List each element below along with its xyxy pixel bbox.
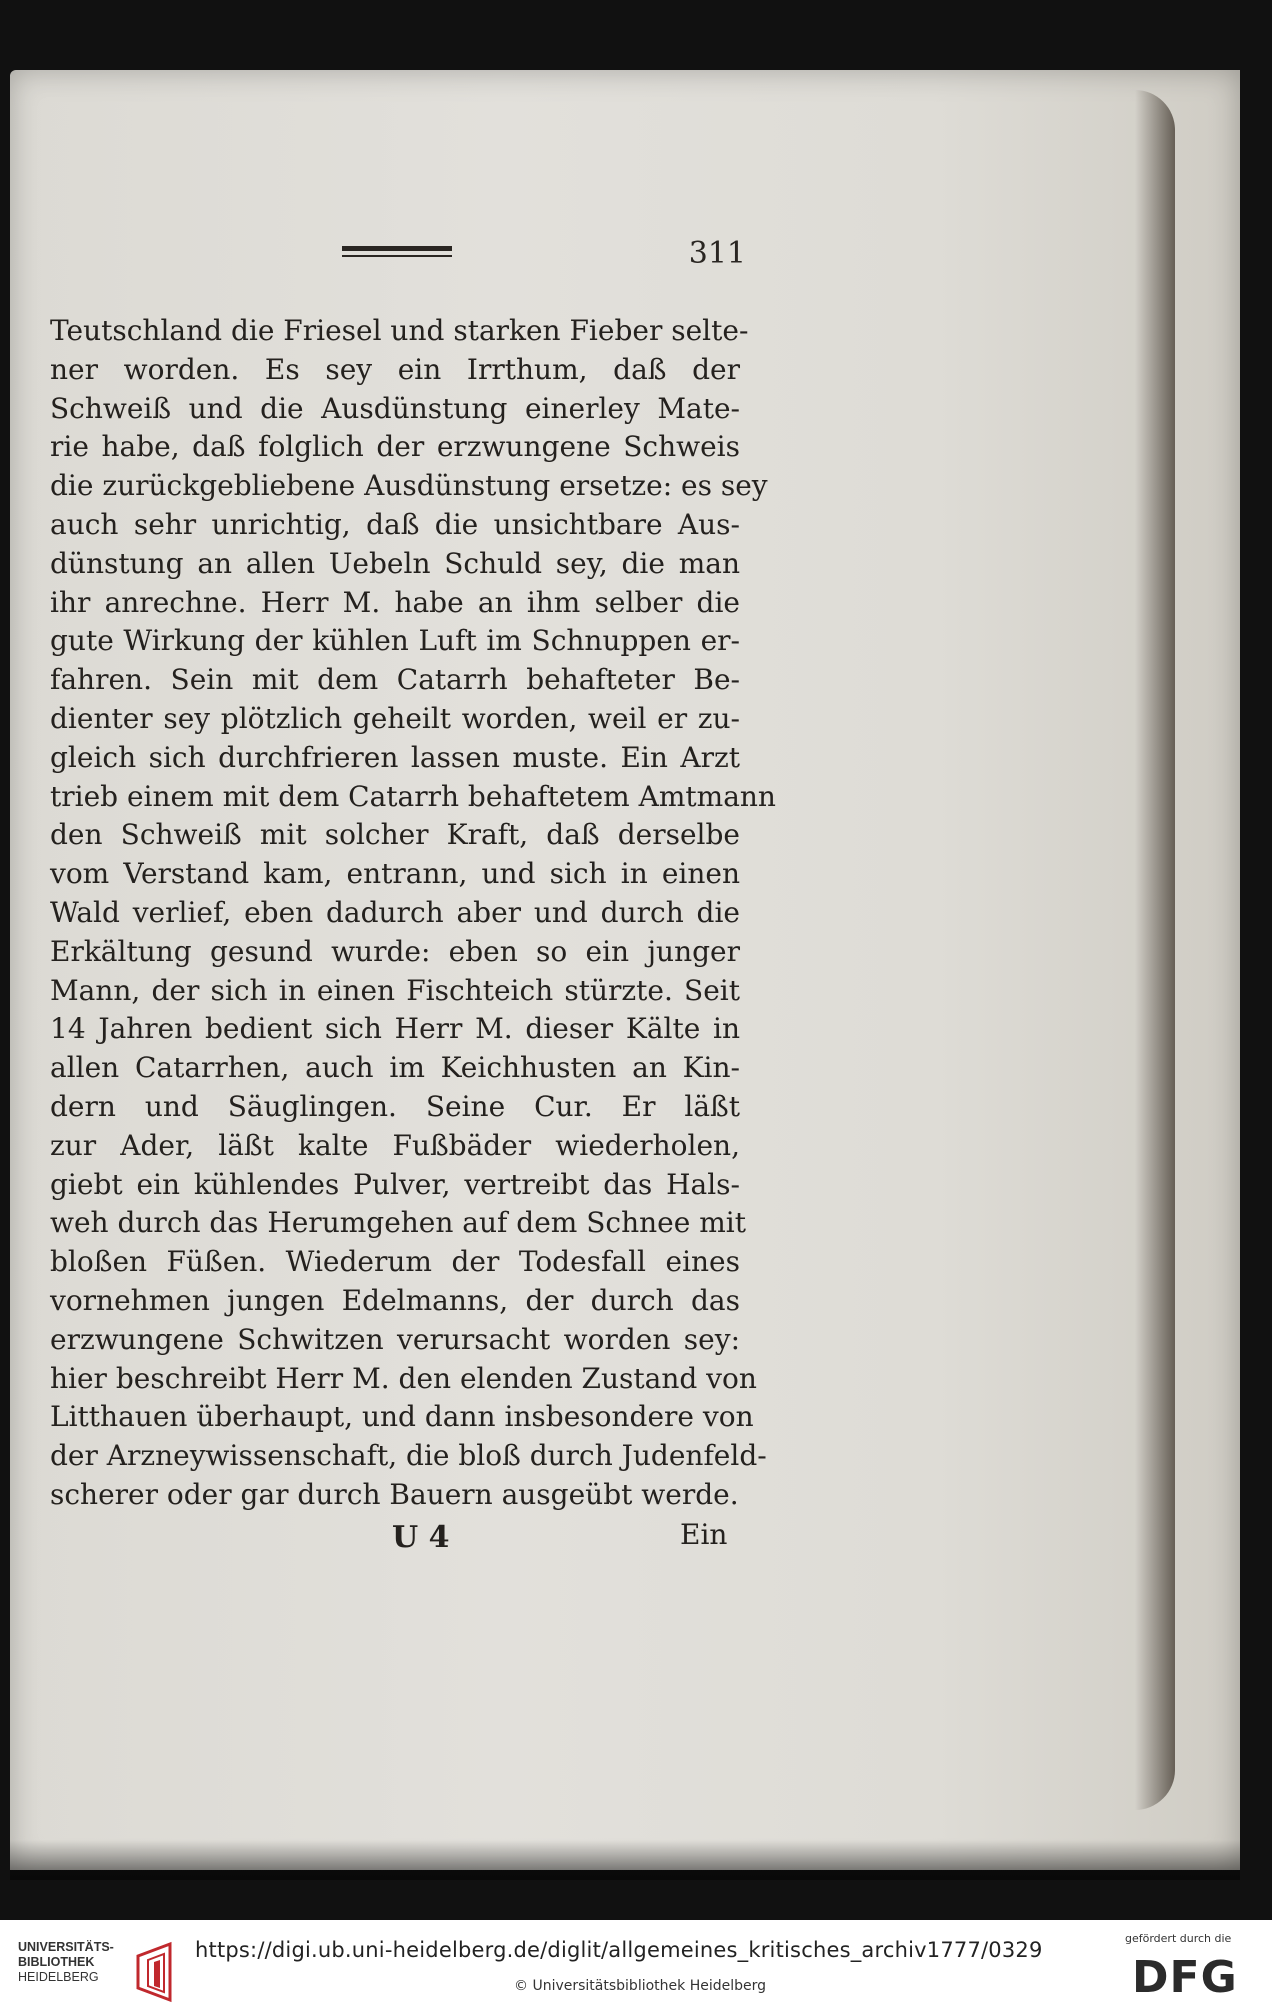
text-line: ner worden. Es sey ein Irrthum, daß der	[50, 352, 740, 386]
copyright-notice: © Universitätsbibliothek Heidelberg	[514, 1978, 767, 1994]
text-line: vornehmen jungen Edelmanns, der durch das	[50, 1283, 740, 1317]
body-text	[50, 312, 776, 1515]
dfg-logo[interactable]: DFG	[1132, 1952, 1238, 2003]
page-number: 311	[688, 236, 746, 271]
permalink-url[interactable]: https://digi.ub.uni-heidelberg.de/diglit/allgemeines_kritisches_archiv1777/0329	[195, 1938, 1043, 1962]
page-edge-shadow	[1135, 90, 1175, 1810]
funding-label: gefördert durch die	[1125, 1932, 1232, 1945]
text-line: Mann, der sich in einen Fischteich stürzte. Seit	[50, 973, 740, 1007]
text-line: Teutschland die Friesel und starken Fieber selte-	[50, 314, 749, 347]
text-line: zur Ader, läßt kalte Fußbäder wiederholen,	[50, 1128, 740, 1162]
library-logo[interactable]	[18, 1940, 178, 2000]
text-line: den Schweiß mit solcher Kraft, daß derselbe	[50, 818, 740, 852]
text-line: dienter sey plötzlich geheilt worden, weil er zu-	[50, 701, 740, 735]
catchword: Ein	[680, 1518, 728, 1551]
text-line: erzwungene Schwitzen verursacht worden sey:	[50, 1322, 740, 1356]
text-line: bloßen Füßen. Wiederum der Todesfall eines	[50, 1245, 740, 1279]
text-line: der Arzneywissenschaft, die bloß durch Judenfeld-	[50, 1439, 767, 1473]
text-line: Litthauen überhaupt, und dann insbesondere von	[50, 1400, 754, 1434]
text-line: ihr anrechne. Herr M. habe an ihm selber die	[50, 585, 740, 619]
text-line: rie habe, daß folglich der erzwungene Schweis	[50, 430, 740, 464]
text-line: Schweiß und die Ausdünstung einerley Mate-	[50, 391, 740, 425]
signature-mark: U 4	[392, 1520, 450, 1555]
text-line: fahren. Sein mit dem Catarrh behafteter Be-	[50, 663, 740, 697]
text-line: Erkältung gesund wurde: eben so ein junger	[50, 934, 740, 968]
text-line: die zurückgebliebene Ausdünstung ersetze: es sey	[50, 469, 768, 503]
text-line: weh durch das Herumgehen auf dem Schnee mit	[50, 1206, 746, 1240]
text-line: giebt ein kühlendes Pulver, vertreibt das Hals-	[50, 1167, 740, 1201]
text-line: trieb einem mit dem Catarrh behaftetem Amtmann	[50, 779, 776, 813]
text-line: Wald verlief, eben dadurch aber und durch die	[50, 895, 740, 929]
text-line: scherer oder gar durch Bauern ausgeübt werde.	[50, 1477, 739, 1511]
library-emblem-icon	[130, 1940, 194, 2004]
text-line: gleich sich durchfrieren lassen muste. Ein Arzt	[50, 740, 740, 774]
text-line: dern und Säuglingen. Seine Cur. Er läßt	[50, 1089, 740, 1123]
library-name: UNIVERSITÄTS- BIBLIOTHEK HEIDELBERG	[18, 1940, 114, 1984]
text-line: dünstung an allen Uebeln Schuld sey, die man	[50, 546, 740, 580]
text-line: allen Catarrhen, auch im Keichhusten an Kin-	[50, 1051, 740, 1085]
page-bottom-shadow	[10, 1840, 1240, 1880]
text-line: vom Verstand kam, entrann, und sich in einen	[50, 857, 740, 891]
footer-bar	[0, 1920, 1272, 2012]
header-ornament-rule	[342, 246, 452, 260]
text-line: gute Wirkung der kühlen Luft im Schnuppen er-	[50, 624, 740, 658]
text-line: auch sehr unrichtig, daß die unsichtbare Aus-	[50, 507, 740, 541]
text-line: 14 Jahren bedient sich Herr M. dieser Kälte in	[50, 1012, 740, 1046]
text-line: hier beschreibt Herr M. den elenden Zustand von	[50, 1361, 757, 1395]
